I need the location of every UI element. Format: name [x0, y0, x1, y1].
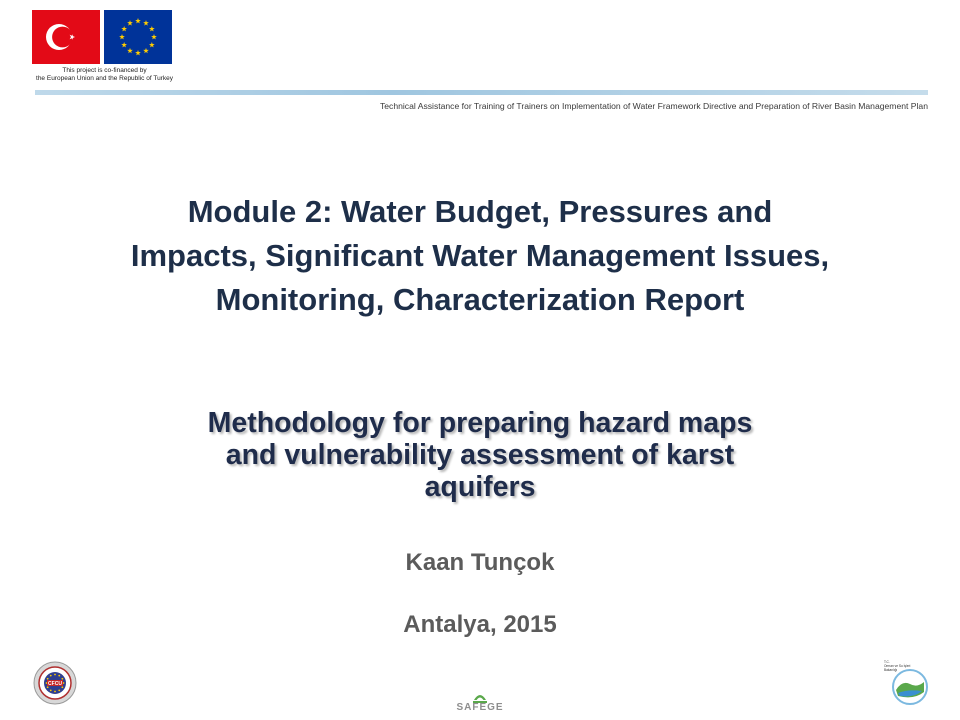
- cfcu-star-icon: [61, 678, 63, 680]
- safege-logo: [443, 688, 517, 716]
- subtitle-line-1: Methodology for preparing hazard maps: [207, 407, 753, 439]
- cofinanced-line-1: This project is co-financed by: [62, 67, 147, 74]
- cfcu-label: CFCU: [48, 681, 62, 687]
- cfcu-star-icon: [54, 691, 56, 693]
- author-name: Kaan Tunçok: [405, 549, 555, 576]
- ministry-label-line-2: Orman ve Su İşleri: [884, 664, 911, 668]
- ministry-label-line-3: Bakanlığı: [884, 668, 898, 672]
- subtitle-line-2: and vulnerability assessment of karst: [225, 439, 735, 471]
- module-title-line-1: Module 2: Water Budget, Pressures and: [187, 194, 773, 229]
- cofinanced-line-2: the European Union and the Republic of Turkey: [36, 75, 173, 82]
- cfcu-star-icon: [47, 678, 49, 680]
- eu-flag-icon: [104, 10, 172, 64]
- turkey-flag-icon: [32, 10, 100, 64]
- cfcu-logo: [33, 661, 77, 705]
- module-title: [30, 190, 930, 322]
- cfcu-star-icon: [50, 689, 52, 691]
- cfcu-star-icon: [50, 675, 52, 677]
- place-date: Antalya, 2015: [403, 611, 557, 638]
- flag-banner: [32, 10, 177, 86]
- header-divider: [35, 90, 928, 95]
- module-title-line-3: Monitoring, Characterization Report: [215, 282, 745, 317]
- presentation-subtitle: [100, 407, 860, 503]
- cofinanced-note: [32, 67, 177, 83]
- cfcu-star-icon: [54, 674, 56, 676]
- ministry-logo: [884, 660, 932, 706]
- subtitle-line-3: aquifers: [424, 471, 536, 503]
- ministry-label-line-1: T.C.: [884, 660, 890, 664]
- project-title: Technical Assistance for Training of Trainers on Implementation of Water Framework Directive and Preparation of River Basin Management Plan: [379, 101, 928, 111]
- cfcu-star-icon: [58, 675, 60, 677]
- safege-label: SAFEGE: [456, 702, 504, 713]
- module-title-line-2: Impacts, Significant Water Management Issues,: [130, 238, 830, 273]
- cfcu-star-icon: [58, 689, 60, 691]
